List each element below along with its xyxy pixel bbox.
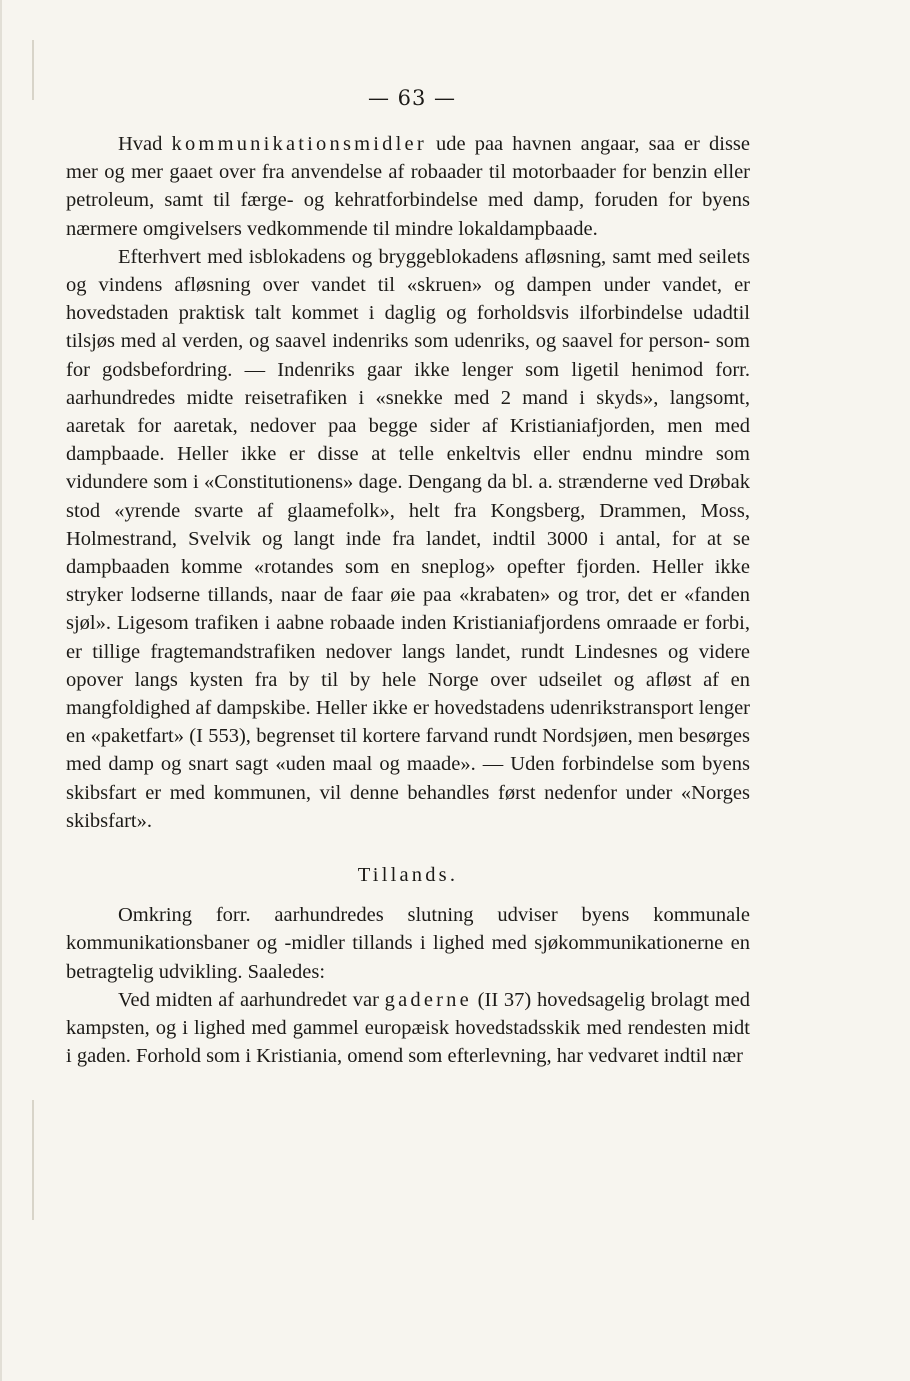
paragraph-4 (66, 986, 750, 1071)
margin-mark (32, 1100, 34, 1220)
paragraph-2: Efterhvert med isblokadens og bryggeblokadens afløsning, samt med seilets og vindens afløsning over vandet til «skruen» og dampen under vandet, er hovedstaden praktisk talt kommet i daglig og forholdsvis ilforbindelse udadtil tilsjøs med al verden, og saavel indenriks som udenriks, og saavel for person- som for godsbefordring. — Indenriks gaar ikke lenger som ligetil henimod forr. aarhundredes midte reisetrafiken i «snekke med 2 mand i skyds», langsomt, aaretak for aaretak, nedover paa begge sider af Kristianiafjorden, men med dampbaade. Heller ikke er disse at telle enkeltvis eller endnu mindre som vidundere som i «Constitutionens» dage. Dengang da bl. a. strænderne ved Drøbak stod «yrende svarte af glaamefolk», helt fra Kongsberg, Drammen, Moss, Holmestrand, Svelvik og langt inde fra landet, indtil 3000 i antal, for at se dampbaaden komme «rotandes som en sneplog» opefter fjorden. Heller ikke stryker lodserne tillands, naar de faar øie paa «krabaten» og tror, det er «fanden sjøl». Ligesom trafiken i aabne robaade inden Kristianiafjordens omraade er forbi, er tillige fragtemandstrafiken nedover langs landet, rundt Lindesnes og videre opover langs kysten fra by til by hele Norge over udseilet og afløst af en mangfoldighed af dampskibe. Heller ikke er hovedstadens udenrikstransport lenger en «paketfart» (I 553), begrenset til kortere farvand rundt Nordsjøen, men besørges med damp og snart sagt «uden maal og maade». — Uden forbindelse som byens skibsfart er med kommunen, vil denne behandles først nedenfor under «Norges skibsfart». (66, 245, 750, 832)
section-heading-tillands: Tillands. (357, 864, 459, 887)
paragraph-4-rest: (II 37) hovedsagelig brolagt med kampsten, og i lighed med gammel europæisk hovedstadsskik med rendesten midt i gaden. Forhold som i Kristiania, omend som efterlevning, har vedvaret indtil nær (66, 988, 750, 1068)
paragraph-3: Omkring forr. aarhundredes slutning udviser byens kommunale kommunikationsbaner og -midler tillands i lighed med sjøkommunikationerne en betragtelig udvikling. Saaledes: (66, 904, 750, 983)
paragraph-1-rest: ude paa havnen angaar, saa er disse mer og mer gaaet over fra anvendelse af robaader til motorbaader for benzin eller petroleum, samt til færge- og kehratforbindelse med damp, foruden for byens nærmere omgivelsers vedkommende til mindre lokaldampbaade. (66, 133, 750, 240)
emphasis-gaderne: gaderne (384, 988, 472, 1011)
paragraph-1-lead: Hvad (118, 133, 172, 155)
page-number: — 63 — (367, 86, 457, 110)
paragraph-4-lead: Ved midten af aarhundredet var (118, 988, 385, 1011)
page-body (66, 130, 750, 1071)
paragraph-1 (66, 130, 750, 243)
emphasis-kommunikationsmidler: kommunikationsmidler (171, 133, 427, 155)
